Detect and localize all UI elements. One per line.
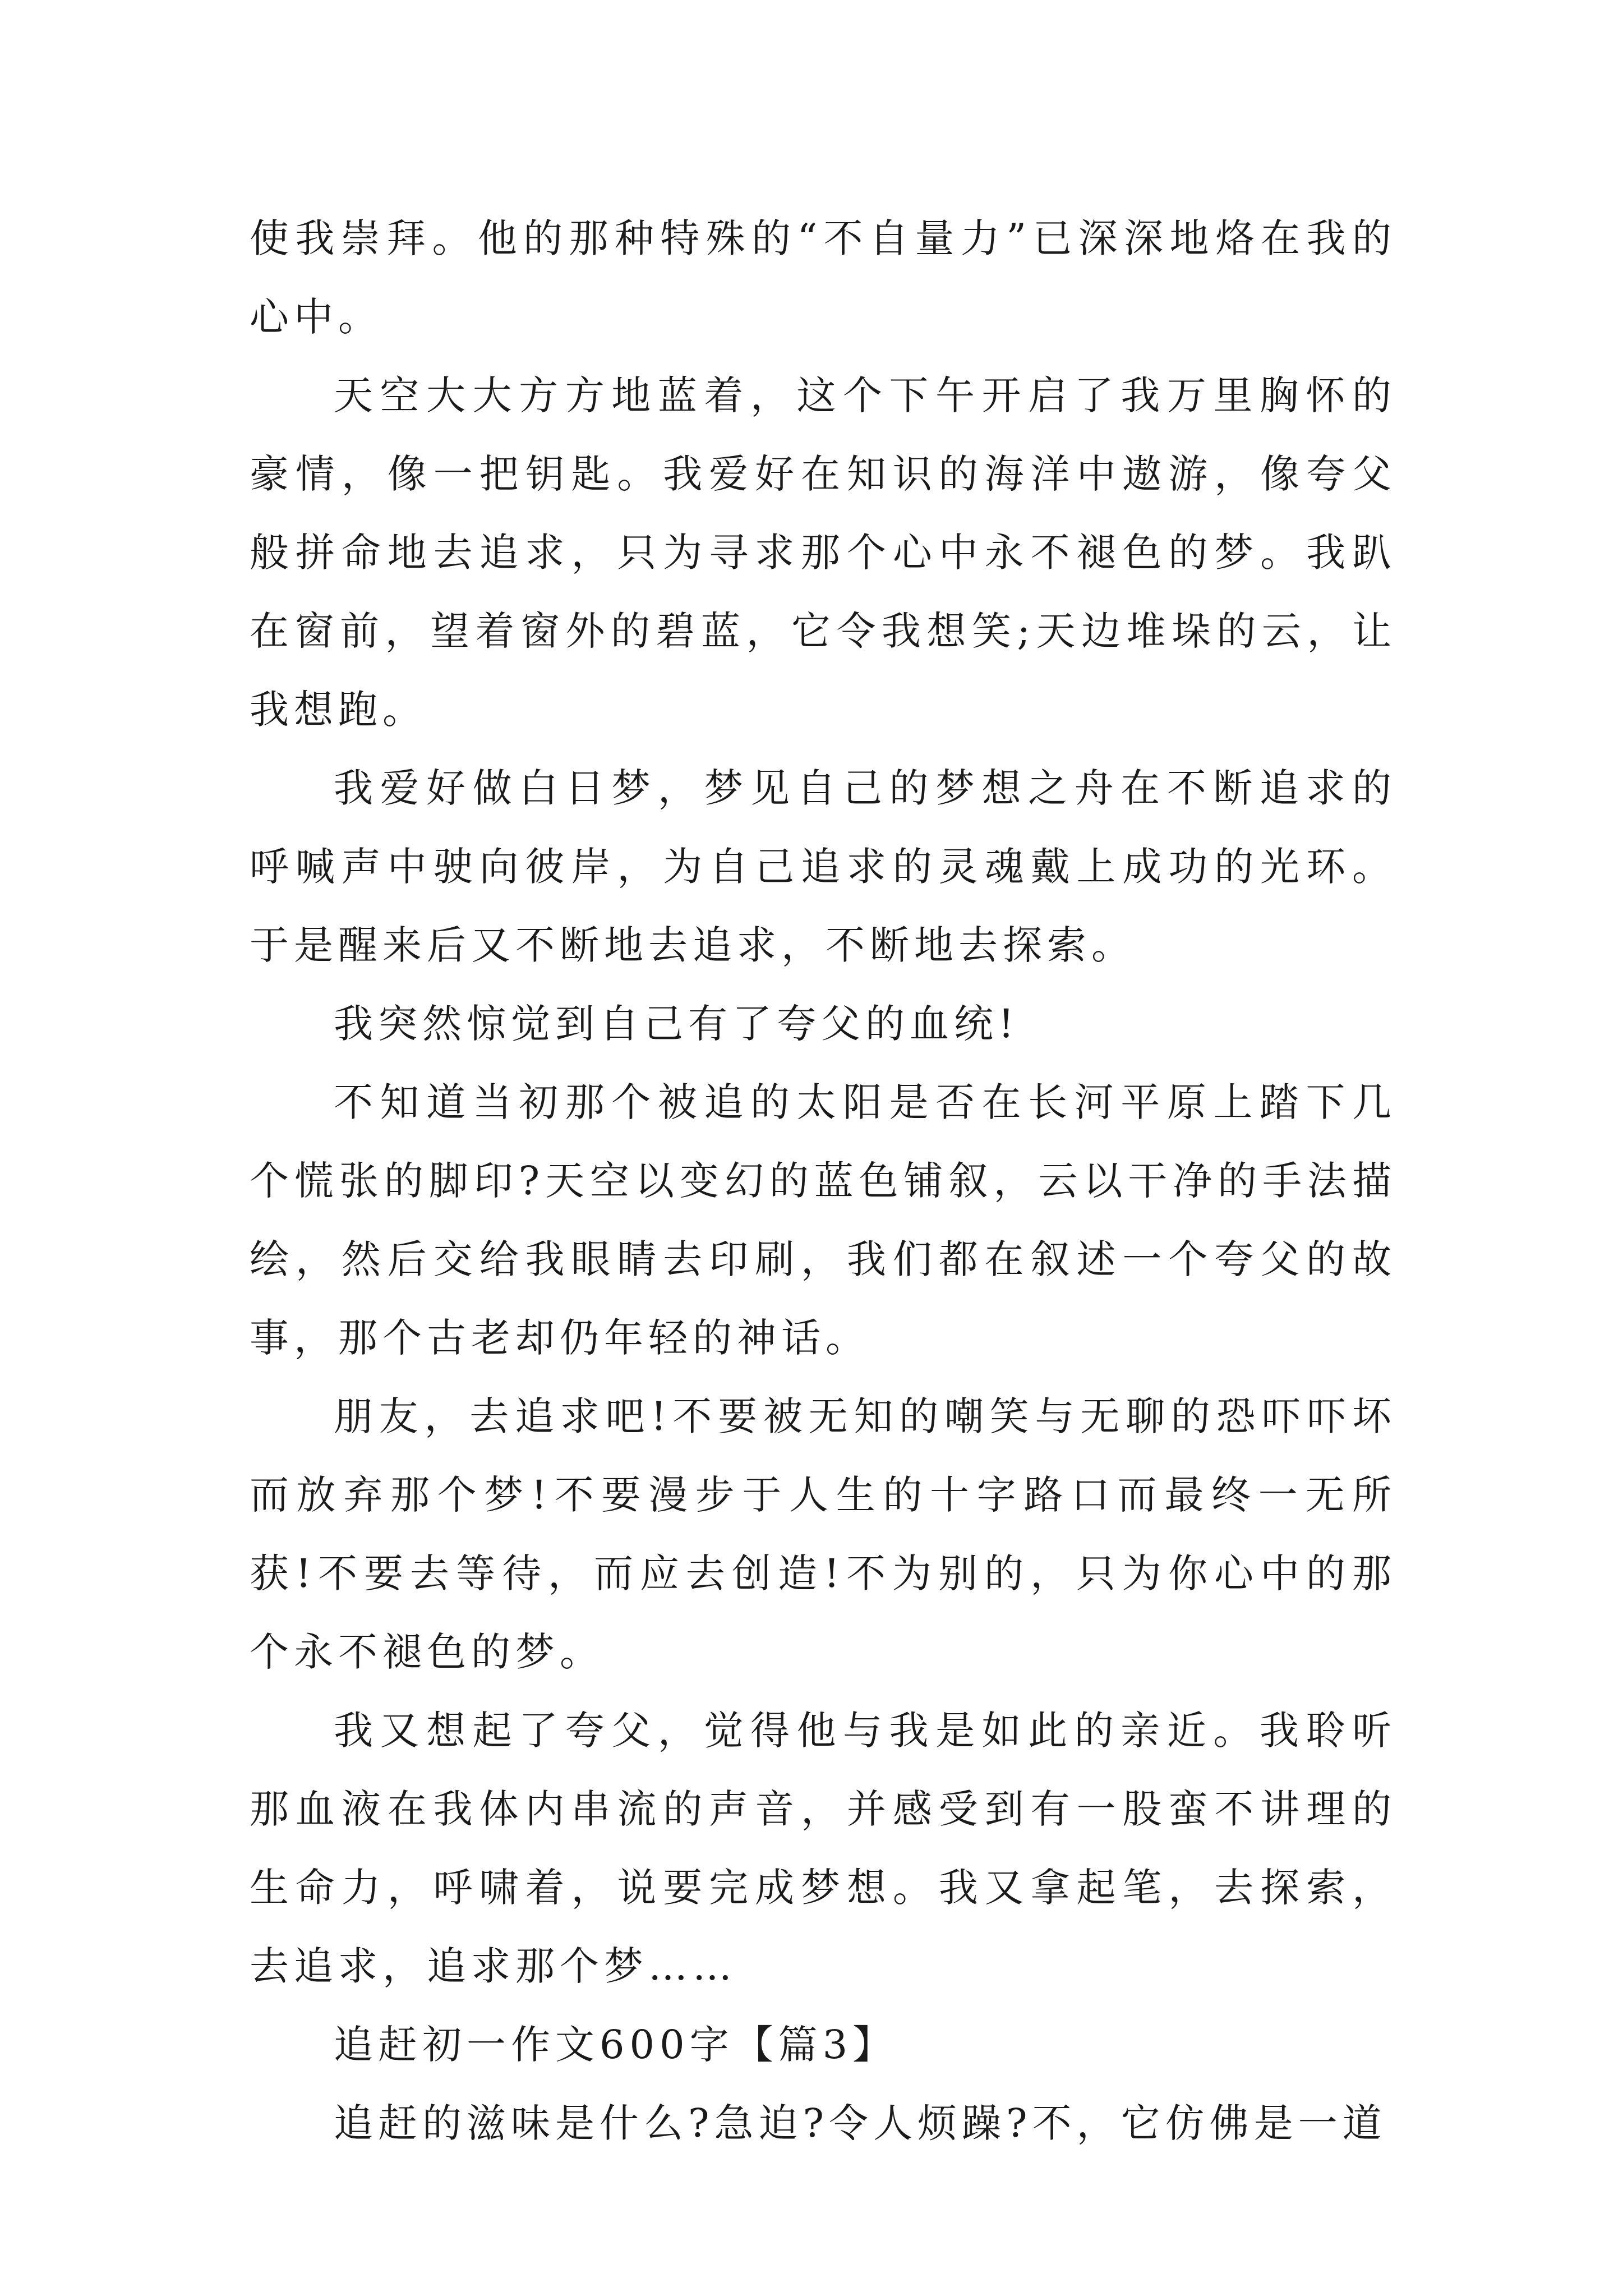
paragraph-6: 朋友，去追求吧!不要被无知的嘲笑与无聊的恐吓吓坏而放弃那个梦!不要漫步于人生的十字路口而最终一无所获!不要去等待，而应去创造!不为别的，只为你心中的那个永不褪色的梦。 (250, 1393, 1396, 1675)
section-heading: 追赶初一作文600字【篇3】 (334, 2022, 897, 2068)
article-body (250, 199, 1396, 2162)
paragraph-5: 不知道当初那个被追的太阳是否在长河平原上踏下几个慌张的脚印?天空以变幻的蓝色铺叙，云以干净的手法描绘，然后交给我眼睛去印刷，我们都在叙述一个夸父的故事，那个古老却仍年轻的神话。 (250, 1079, 1396, 1361)
paragraph-7: 我又想起了夸父，觉得他与我是如此的亲近。我聆听那血液在我体内串流的声音，并感受到有一股蛮不讲理的生命力，呼啸着，说要完成梦想。我又拿起笔，去探索，去追求，追求那个梦…… (250, 1708, 1396, 1989)
paragraph-1: 使我崇拜。他的那种特殊的“不自量力”已深深地烙在我的心中。 (250, 215, 1396, 340)
paragraph-3: 我爱好做白日梦，梦见自己的梦想之舟在不断追求的呼喊声中驶向彼岸，为自己追求的灵魂戴上成功的光环。于是醒来后又不断地去追求，不断地去探索。 (250, 765, 1396, 968)
paragraph-4: 我突然惊觉到自己有了夸父的血统! (334, 1001, 1020, 1047)
paragraph-2: 天空大大方方地蓝着，这个下午开启了我万里胸怀的豪情，像一把钥匙。我爱好在知识的海洋中遨游，像夸父般拼命地去追求，只为寻求那个心中永不褪色的梦。我趴在窗前，望着窗外的碧蓝，它令我想笑;天边堆垛的云，让我想跑。 (250, 372, 1396, 733)
paragraph-8: 追赶的滋味是什么?急迫?令人烦躁?不，它仿佛是一道 (334, 2100, 1387, 2146)
